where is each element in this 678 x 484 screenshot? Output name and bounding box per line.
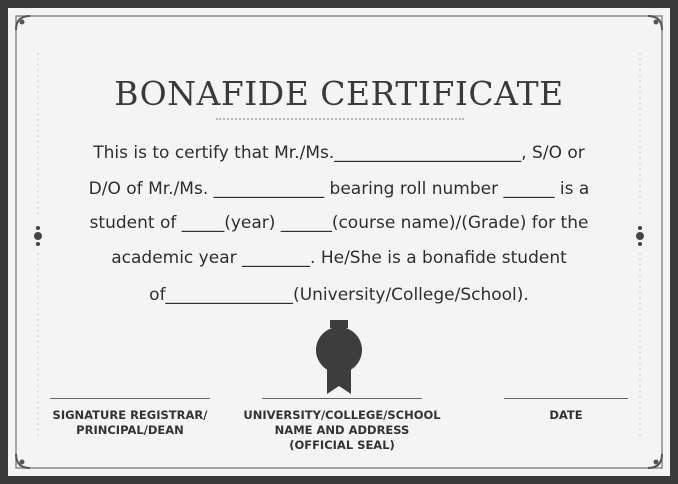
certificate [8, 8, 670, 476]
body-line-3: student of _____(year) ______(course name)/(Grade) for the [89, 213, 589, 233]
body-line-1: This is to certify that Mr./Ms.______________________, S/O or [93, 143, 585, 163]
body-line-5: of_______________(University/College/School). [149, 285, 529, 305]
signature-registrar-label: SIGNATURE REGISTRAR/ PRINCIPAL/DEAN [52, 408, 208, 437]
signature-line-left [50, 398, 210, 399]
body-line-4: academic year ________. He/She is a bonafide student [111, 248, 567, 268]
seal-ribbon-icon [314, 320, 364, 398]
title-underline [216, 118, 464, 120]
certificate-title: BONAFIDE CERTIFICATE [114, 74, 564, 113]
date-label: DATE [549, 408, 583, 422]
body-line-2: D/O of Mr./Ms. _____________ bearing roll number ______ is a [88, 179, 590, 199]
signature-line-right [504, 398, 628, 399]
institution-seal-label: UNIVERSITY/COLLEGE/SCHOOL NAME AND ADDRESS (OFFICIAL SEAL) [243, 408, 441, 452]
signature-line-center [262, 398, 422, 399]
